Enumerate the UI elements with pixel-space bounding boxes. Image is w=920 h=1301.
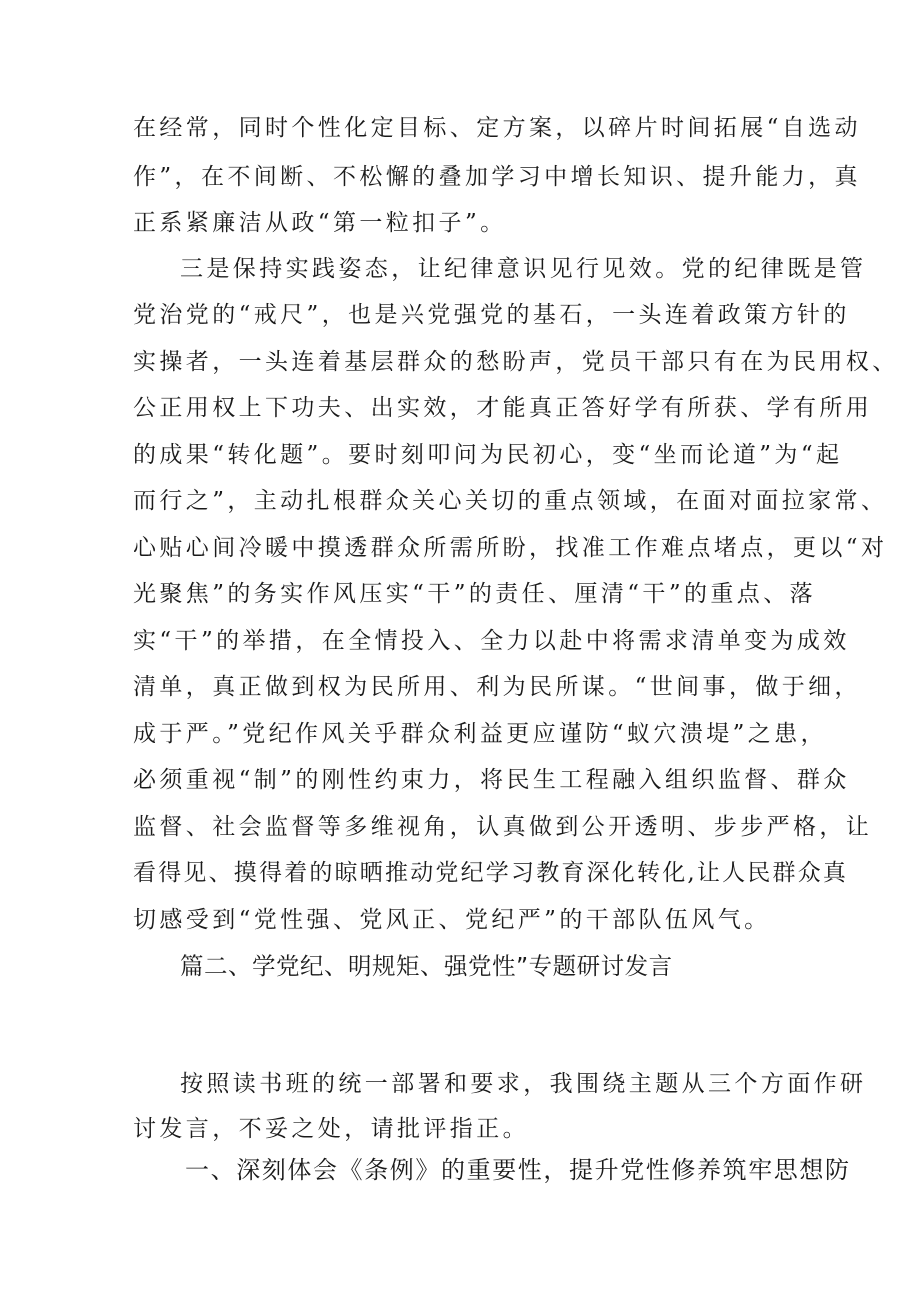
text-line: 公正用权上下功夫、出实效，才能真正答好学有所获、学有所用 (133, 395, 873, 421)
text-line: 切感受到“党性强、党风正、党纪严”的干部队伍风气。 (133, 907, 771, 933)
text-line: 清单，真正做到权为民所用、利为民所谋。“世间事，做于细， (133, 674, 861, 700)
text-line: 实“干”的举措，在全情投入、全力以赴中将需求清单变为成效 (133, 628, 850, 654)
text-line: 正系紧廉洁从政“第一粒扣子”。 (133, 210, 507, 236)
text-line: 心贴心间冷暖中摸透群众所需所盼，找准工作难点堵点，更以“对 (133, 535, 888, 561)
text-line: 而行之”，主动扎根群众关心关切的重点领域，在面对面拉家常、 (133, 488, 888, 514)
text-line: 党治党的“戒尺”，也是兴党强党的基石，一头连着政策方针的 (133, 302, 850, 328)
text-line: 看得见、摸得着的晾晒推动党纪学习教育深化转化,让人民群众真 (133, 860, 849, 886)
section-title: 篇二、学党纪、明规矩、强党性”专题研讨发言 (180, 952, 673, 980)
text-line: 实操者，一头连着基层群众的愁盼声，党员干部只有在为民用权、 (133, 349, 899, 375)
text-line: 光聚焦”的务实作风压实“干”的责任、厘清“干”的重点、落 (133, 581, 816, 607)
paragraph-first-line: 三是保持实践姿态，让纪律意识见行见效。党的纪律既是管 (180, 256, 867, 282)
paragraph-first-line: 按照读书班的统一部署和要求，我围绕主题从三个方面作研 (180, 1071, 867, 1097)
text-line: 的成果“转化题”。要时刻叩问为民初心，变“坐而论道”为“起 (133, 442, 843, 468)
subheading: 一、深刻体会《条例》的重要性，提升党性修养筑牢思想防 (185, 1156, 851, 1184)
text-line: 在经常，同时个性化定目标、定方案，以碎片时间拓展“自选动 (133, 115, 861, 141)
text-line: 监督、社会监督等多维视角，认真做到公开透明、步步严格，让 (133, 814, 873, 840)
text-line: 必须重视“制”的刚性约束力，将民生工程融入组织监督、群众 (133, 767, 850, 793)
text-line: 成于严。”党纪作风关乎群众利益更应谨防“蚁穴溃堤”之患， (133, 721, 827, 747)
text-line: 讨发言，不妥之处，请批评指正。 (133, 1116, 529, 1142)
text-line: 作”，在不间断、不松懈的叠加学习中增长知识、提升能力，真 (133, 164, 861, 190)
